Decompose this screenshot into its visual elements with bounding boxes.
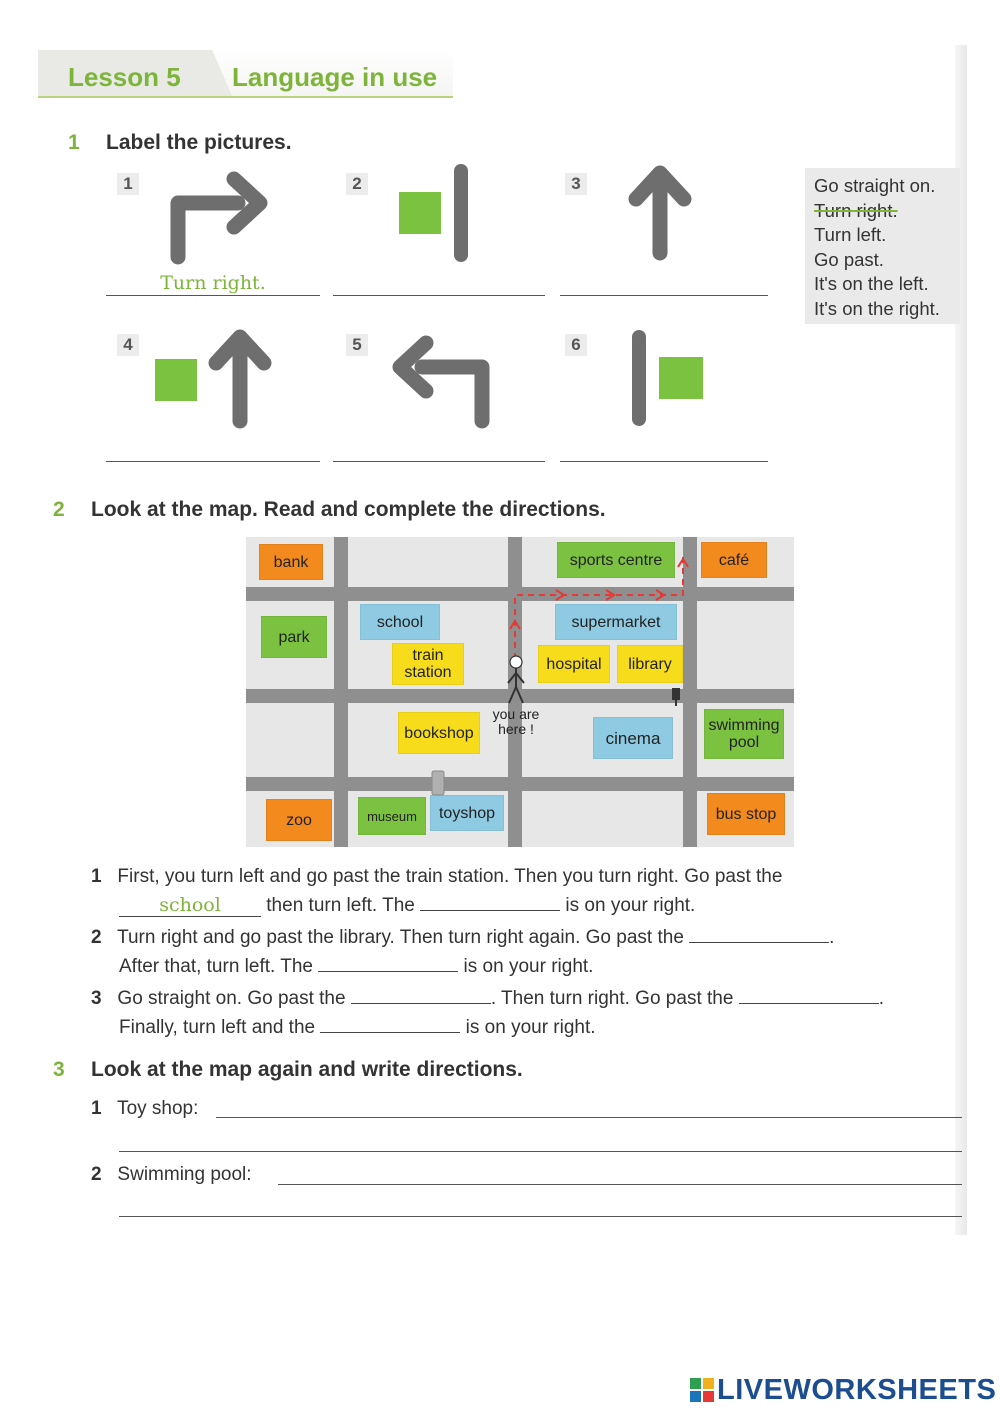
ex3-item-2-line-1[interactable] — [278, 1184, 962, 1185]
picture-5-number: 5 — [346, 334, 368, 356]
ex2-s2-text-a: Turn right and go past the library. Then turn right again. Go past the — [117, 927, 684, 948]
go-past-icon — [150, 325, 275, 430]
ex3-item-1-label: Toy shop: — [117, 1098, 199, 1119]
exercise-1-title: Label the pictures. — [106, 131, 292, 154]
ex2-sentence-2-cont — [119, 952, 959, 982]
page-title: Language in use — [232, 62, 438, 92]
map-cafe: café — [701, 542, 767, 578]
phrase-on-left: It's on the left. — [814, 273, 929, 294]
ex2-sentence-1-cont — [119, 891, 959, 921]
ex2-s3-blank-2[interactable] — [739, 984, 879, 1004]
ex2-s1-text-c: is on your right. — [565, 895, 696, 916]
ex2-s3-text-c: Finally, turn left and the — [119, 1017, 316, 1038]
ex2-sentence-2: 2 Turn right and go past the library. Then turn right again. Go past the . — [91, 923, 951, 953]
ex2-s1-blank-1[interactable]: school — [119, 894, 261, 917]
map-bank: bank — [259, 544, 323, 580]
picture-1-line — [106, 295, 320, 296]
ex2-s3-text-b: . Then turn right. Go past the — [490, 988, 734, 1009]
ex2-s3-text-d: is on your right. — [465, 1017, 596, 1038]
picture-1-number: 1 — [117, 173, 139, 195]
straight-arrow-icon — [628, 163, 693, 263]
on-the-left-icon — [395, 163, 475, 263]
phrase-on-right: It's on the right. — [814, 297, 940, 319]
map-swimming-pool: swimming pool — [704, 709, 784, 759]
ex3-item-1-line-1[interactable] — [216, 1117, 962, 1118]
ex2-s3-blank-3[interactable] — [320, 1013, 460, 1033]
ex2-s2-blank-2[interactable] — [318, 952, 458, 972]
logo-text: LIVEWORKSHEETS — [717, 1374, 997, 1406]
map-train-station: train station — [392, 643, 464, 685]
picture-5-line[interactable] — [333, 461, 545, 462]
picture-3-number: 3 — [565, 173, 587, 195]
ex2-s2-blank-1[interactable] — [689, 923, 829, 943]
turn-right-arrow-icon — [160, 165, 275, 265]
picture-6-line[interactable] — [560, 461, 768, 462]
map-hospital: hospital — [538, 645, 610, 683]
ex2-s3-text-a: Go straight on. Go past the — [117, 988, 346, 1009]
lesson-label: Lesson 5 — [68, 62, 181, 92]
ex2-sentence-3-cont — [119, 1013, 959, 1043]
traffic-light-icon — [670, 687, 682, 707]
map-school: school — [360, 604, 440, 640]
bin-icon — [430, 769, 446, 797]
map-bookshop: bookshop — [398, 712, 480, 754]
phrase-bank — [805, 168, 960, 324]
exercise-3-number: 3 — [53, 1058, 65, 1081]
phrase-turn-right: Turn right. — [814, 199, 898, 221]
ex3-item-1-line-2[interactable] — [119, 1151, 962, 1152]
liveworksheets-logo[interactable] — [690, 1374, 996, 1407]
logo-icon — [690, 1378, 714, 1402]
map-supermarket: supermarket — [555, 604, 677, 640]
ex2-s2-text-b: After that, turn left. The — [119, 956, 313, 977]
ex2-s1-blank-2[interactable] — [420, 891, 560, 911]
ex2-s1-text-a: First, you turn left and go past the train station. Then you turn right. Go past the — [117, 866, 783, 887]
ex2-s2-text-c: is on your right. — [463, 956, 594, 977]
ex3-item-2 — [91, 1160, 252, 1190]
ex2-s1-text-b: then turn left. The — [266, 895, 415, 916]
town-map — [246, 537, 794, 847]
map-bus-stop: bus stop — [707, 793, 785, 835]
ex3-item-2-line-2[interactable] — [119, 1216, 962, 1217]
map-toyshop: toyshop — [430, 795, 504, 831]
ex2-sentence-1 — [91, 862, 951, 892]
header-underline — [38, 96, 453, 98]
phrase-go-past: Go past. — [814, 248, 884, 270]
picture-6-number: 6 — [565, 334, 587, 356]
ex2-sentence-3: 3 Go straight on. Go past the . Then turn right. Go past the . — [91, 984, 956, 1014]
picture-3-line[interactable] — [560, 295, 768, 296]
ex2-s3-number: 3 — [91, 988, 102, 1009]
picture-4-number: 4 — [117, 334, 139, 356]
phrase-go-straight: Go straight on. — [814, 175, 936, 196]
map-library: library — [617, 645, 683, 683]
ex3-item-2-label: Swimming pool: — [117, 1164, 252, 1185]
picture-2-number: 2 — [346, 173, 368, 195]
picture-4-line[interactable] — [106, 461, 320, 462]
map-cinema: cinema — [593, 717, 673, 759]
phrase-turn-left: Turn left. — [814, 224, 887, 245]
map-sports-centre: sports centre — [557, 542, 675, 578]
exercise-1-number: 1 — [68, 131, 80, 154]
map-zoo: zoo — [266, 799, 332, 841]
turn-left-arrow-icon — [388, 325, 503, 430]
ex2-s3-blank-1[interactable] — [351, 984, 491, 1004]
ex2-s2-number: 2 — [91, 927, 102, 948]
exercise-3-title: Look at the map again and write directions. — [91, 1058, 523, 1081]
exercise-2-number: 2 — [53, 498, 65, 521]
you-are-here-label: you are here ! — [492, 706, 540, 737]
on-the-right-icon — [625, 325, 710, 430]
picture-2-line[interactable] — [333, 295, 545, 296]
ex2-s1-number: 1 — [91, 866, 102, 887]
ex3-item-1-number: 1 — [91, 1098, 102, 1119]
ex3-item-1 — [91, 1094, 198, 1124]
picture-1-answer[interactable]: Turn right. — [160, 272, 266, 294]
map-museum: museum — [358, 797, 426, 835]
map-park: park — [261, 616, 327, 658]
ex3-item-2-number: 2 — [91, 1164, 102, 1185]
exercise-2-title: Look at the map. Read and complete the directions. — [91, 498, 606, 521]
person-icon — [504, 655, 528, 707]
